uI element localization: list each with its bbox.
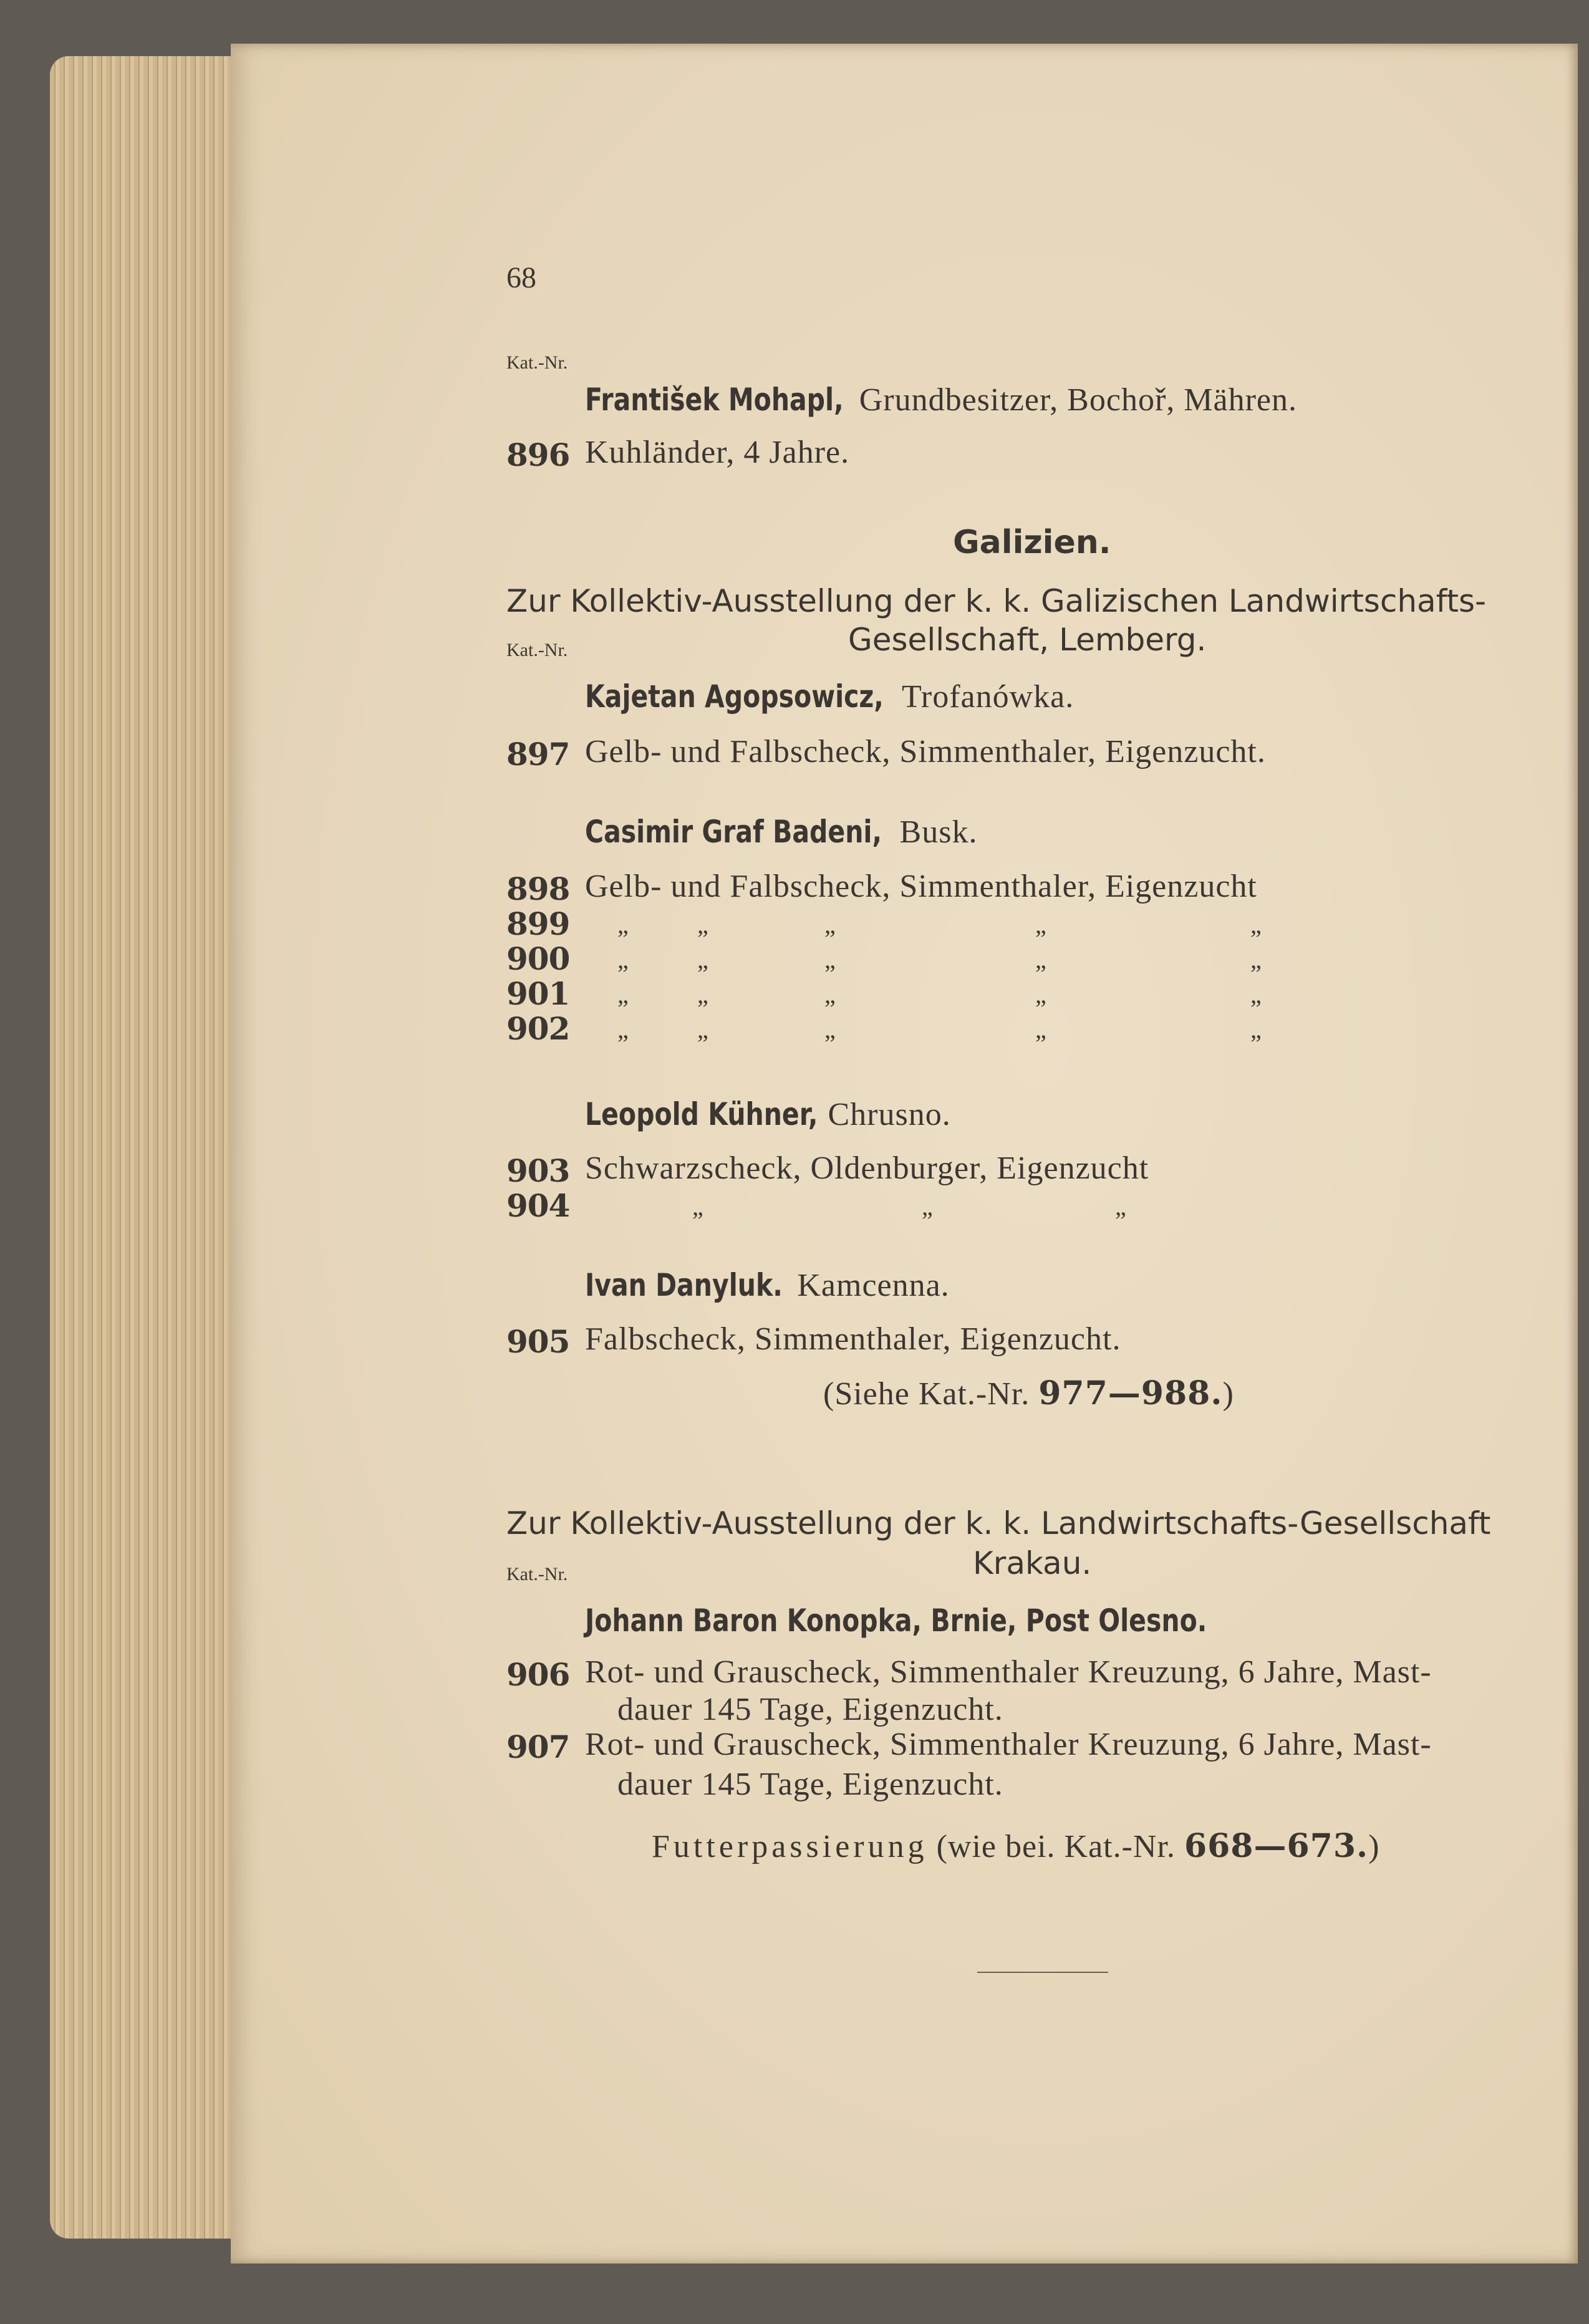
ditto-mark: ” <box>1035 925 1046 953</box>
exhibitor-badeni <box>585 814 977 851</box>
exhibitor-kuehner <box>585 1096 951 1133</box>
catalog-number: 898 <box>506 870 570 907</box>
ditto-mark: ” <box>697 1029 708 1058</box>
exhibitor-name: Casimir Graf Badeni, <box>585 814 882 850</box>
catalog-number: 897 <box>506 736 570 773</box>
exhibitor-name: František Mohapl, <box>585 382 844 418</box>
exhibitor-danyluk <box>585 1267 950 1304</box>
exhibitor-desc: Chrusno. <box>828 1097 951 1132</box>
ref-prefix: (Siehe Kat.-Nr. <box>823 1376 1030 1412</box>
ref-suffix: ) <box>1368 1829 1380 1864</box>
catalog-number: 900 <box>506 940 570 977</box>
exhibitor-desc: Kamcenna. <box>797 1268 950 1303</box>
ditto-mark: ” <box>824 960 836 988</box>
collective-heading-line1: Zur Kollektiv-Ausstellung der k. k. Landwirtschafts-Gesellschaft <box>506 1505 1491 1541</box>
kat-nr-label: Kat.-Nr. <box>506 352 568 373</box>
catalog-number: 907 <box>506 1729 570 1765</box>
ditto-mark: ” <box>1035 960 1046 988</box>
entry-text-line1: Rot- und Grauscheck, Simmenthaler Kreuzung, 6 Jahre, Mast- <box>585 1727 1432 1762</box>
catalog-number: 904 <box>506 1187 570 1224</box>
ditto-mark: ” <box>1035 1029 1046 1058</box>
ditto-mark: ” <box>697 960 708 988</box>
feed-reference <box>652 1827 1379 1865</box>
page-edges <box>50 56 237 2239</box>
entry-text-line1: Rot- und Grauscheck, Simmenthaler Kreuzung, 6 Jahre, Mast- <box>585 1654 1432 1690</box>
catalog-number: 899 <box>506 905 570 942</box>
ref-middle: (wie bei. Kat.-Nr. <box>936 1829 1176 1864</box>
ref-prefix: Futterpassierung <box>652 1829 928 1864</box>
ditto-mark: ” <box>824 1029 836 1058</box>
catalog-number: 906 <box>506 1656 570 1693</box>
section-divider <box>977 1972 1108 1973</box>
kat-nr-label: Kat.-Nr. <box>506 1564 568 1584</box>
ditto-mark: ” <box>824 995 836 1023</box>
exhibitor-name: Kajetan Agopsowicz, <box>585 678 884 715</box>
entry-text: Gelb- und Falbscheck, Simmenthaler, Eigenzucht. <box>585 734 1266 769</box>
catalog-number: 905 <box>506 1323 570 1360</box>
catalog-number: 896 <box>506 436 570 473</box>
entry-text: Gelb- und Falbscheck, Simmenthaler, Eigenzucht <box>585 869 1257 904</box>
ref-suffix: ) <box>1222 1376 1234 1412</box>
exhibitor-name: Ivan Danyluk. <box>585 1267 783 1303</box>
exhibitor-konopka: Johann Baron Konopka, Brnie, Post Olesno. <box>585 1603 1207 1639</box>
ditto-mark: ” <box>697 995 708 1023</box>
ref-range: 668—673. <box>1184 1827 1369 1865</box>
section-heading: Galizien. <box>953 524 1111 561</box>
entry-text-line2: dauer 145 Tage, Eigenzucht. <box>617 1692 1003 1727</box>
page-number: 68 <box>506 261 536 294</box>
entry-text: Kuhländer, 4 Jahre. <box>585 435 850 470</box>
ditto-mark: ” <box>1250 960 1262 988</box>
ditto-mark: ” <box>697 925 708 953</box>
exhibitor-desc: Grundbesitzer, Bochoř, Mähren. <box>859 382 1297 418</box>
ditto-mark: ” <box>1250 925 1262 953</box>
exhibitor-mohapl <box>585 382 1297 418</box>
ditto-mark: ” <box>617 925 629 953</box>
ditto-mark: ” <box>617 1029 629 1058</box>
ref-range: 977—988. <box>1038 1374 1223 1412</box>
exhibitor-name: Leopold Kühner, <box>585 1096 818 1132</box>
entry-text: Falbscheck, Simmenthaler, Eigenzucht. <box>585 1321 1121 1357</box>
ditto-mark: ” <box>824 925 836 953</box>
exhibitor-desc: Trofanówka. <box>901 679 1075 715</box>
exhibitor-agopsowicz <box>585 678 1074 715</box>
catalog-number: 901 <box>506 975 570 1012</box>
ditto-mark: ” <box>922 1207 933 1235</box>
ditto-mark: ” <box>1250 1029 1262 1058</box>
ditto-mark: ” <box>1115 1207 1126 1235</box>
ditto-mark: ” <box>617 960 629 988</box>
exhibitor-desc: Busk. <box>899 814 978 850</box>
collective-heading-line2: Gesellschaft, Lemberg. <box>848 622 1207 658</box>
cross-reference <box>823 1374 1234 1412</box>
collective-heading-line2: Krakau. <box>973 1545 1092 1581</box>
kat-nr-label: Kat.-Nr. <box>506 640 568 660</box>
ditto-mark: ” <box>1250 995 1262 1023</box>
ditto-mark: ” <box>692 1207 703 1235</box>
entry-text: Schwarzscheck, Oldenburger, Eigenzucht <box>585 1150 1149 1186</box>
ditto-mark: ” <box>617 995 629 1023</box>
entry-text-line2: dauer 145 Tage, Eigenzucht. <box>617 1767 1003 1802</box>
catalog-number: 902 <box>506 1010 570 1047</box>
catalog-number: 903 <box>506 1152 570 1189</box>
collective-heading-line1: Zur Kollektiv-Ausstellung der k. k. Galizischen Landwirtschafts- <box>506 583 1487 619</box>
ditto-mark: ” <box>1035 995 1046 1023</box>
